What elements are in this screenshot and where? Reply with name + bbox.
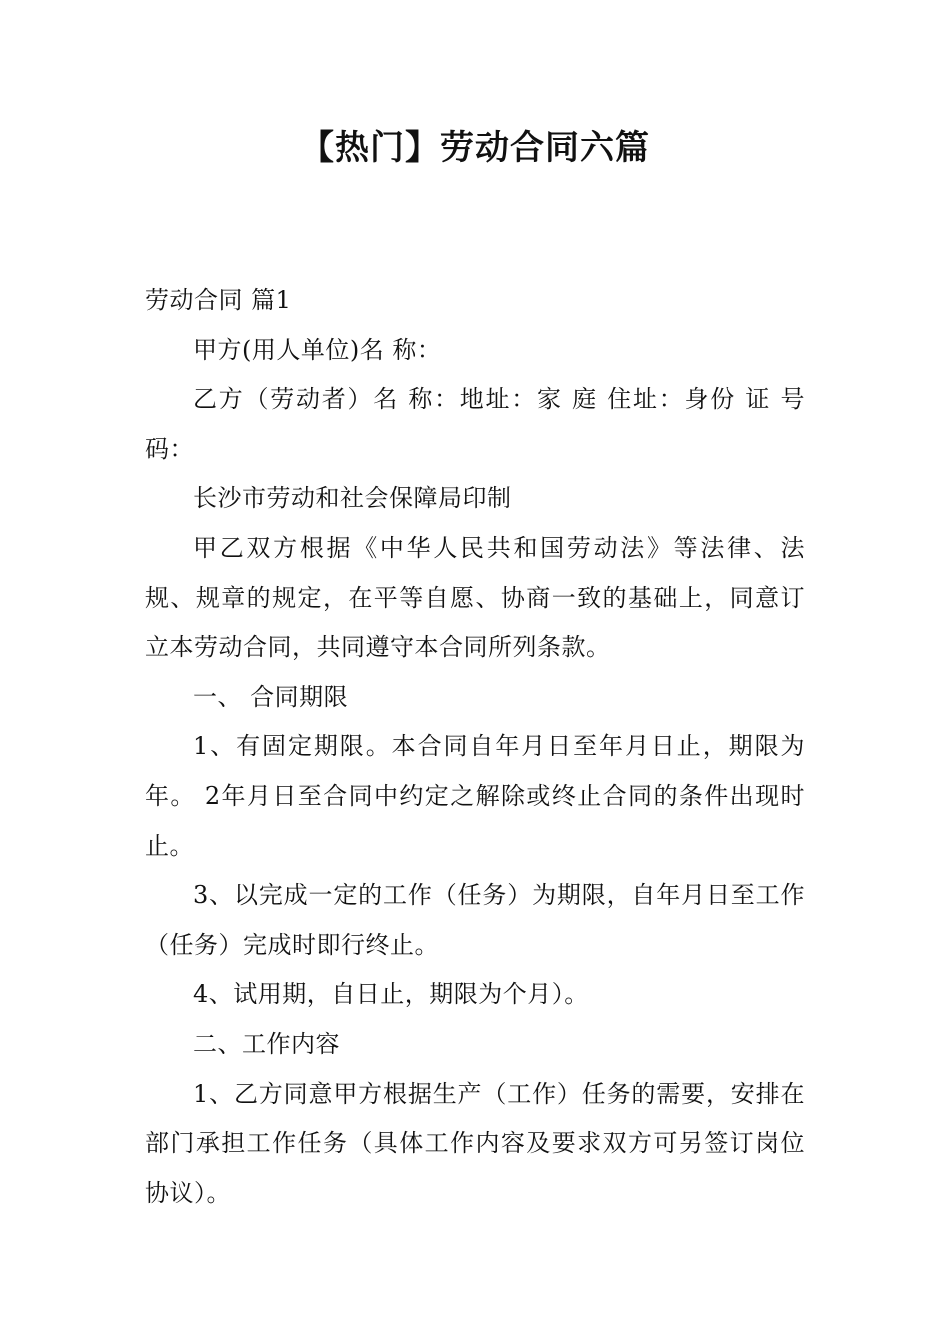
paragraph-task-term: 3、以完成一定的工作（任务）为期限，自年月日至工作（任务）完成时即行终止。 bbox=[145, 881, 805, 959]
document-body bbox=[145, 276, 805, 1218]
section-heading: 劳动合同 篇1 bbox=[145, 286, 292, 314]
heading-contract-term: 一、 合同期限 bbox=[193, 682, 349, 711]
paragraph-party-b: 乙方（劳动者）名 称：地址：家 庭 住址：身份 证 号 码： bbox=[145, 385, 805, 463]
paragraph-agreement: 甲乙双方根据《中华人民共和国劳动法》等法律、法规、规章的规定，在平等自愿、协商一致的基础上，同意订立本劳动合同，共同遵守本合同所列条款。 bbox=[145, 533, 805, 662]
heading-work-content: 二、工作内容 bbox=[193, 1029, 340, 1058]
paragraph-party-a: 甲方(用人单位)名 称： bbox=[193, 335, 442, 364]
paragraph-work-assignment: 1、乙方同意甲方根据生产（工作）任务的需要，安排在部门承担工作任务（具体工作内容及要求双方可另签订岗位协议）。 bbox=[145, 1079, 805, 1207]
paragraph-probation: 4、试用期，自日止，期限为个月）。 bbox=[193, 980, 589, 1009]
paragraph-fixed-term: 1、有固定期限。本合同自年月日至年月日止，期限为年。 2年月日至合同中约定之解除或终止合同的条件出现时止。 bbox=[145, 732, 805, 860]
document-title: 【热门】劳动合同六篇 bbox=[300, 128, 650, 168]
paragraph-printer: 长沙市劳动和社会保障局印制 bbox=[193, 484, 512, 513]
